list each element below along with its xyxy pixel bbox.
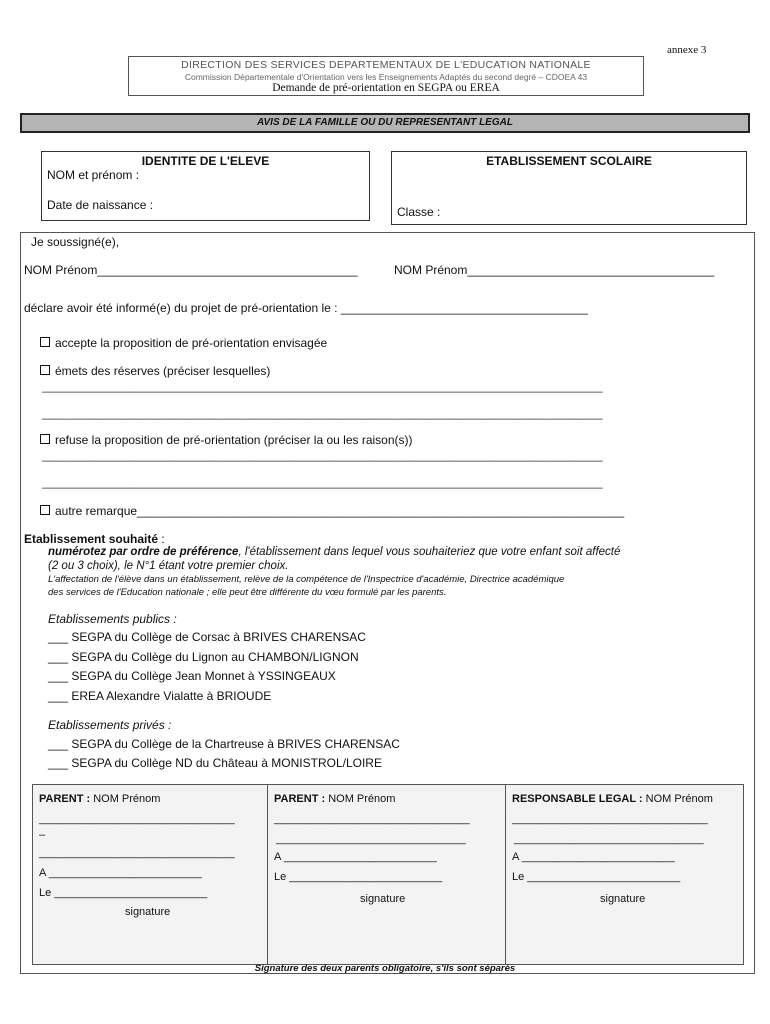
choice-label: SEGPA du Collège de la Chartreuse à BRIVES CHARENSAC (71, 737, 400, 751)
nom-prenom-2-field[interactable]: NOM Prénom_____________________________________ (394, 263, 715, 277)
parent-1-name-line-2[interactable]: ________________________________ (39, 847, 235, 859)
header-commission: Commission Départementale d'Orientation vers les Enseignements Adaptés du second degré – CDOEA 43 (184, 72, 588, 82)
signature-parent-1 (33, 785, 267, 964)
section-band (20, 113, 750, 133)
instruction-rest: , l'établissement dans lequel vous souhaiteriez que votre enfant soit affecté (238, 546, 621, 558)
band-title: AVIS DE LA FAMILLE OU DU REPRESENTANT LEGAL (257, 117, 513, 128)
classe-field[interactable]: Classe : (397, 205, 441, 219)
signature-footnote: Signature des deux parents obligatoire, s'ils sont séparés (254, 963, 516, 974)
identite-title: IDENTITE DE L'ELEVE (141, 154, 270, 168)
etablissement-title: ETABLISSEMENT SCOLAIRE (486, 154, 652, 168)
choice-label: SEGPA du Collège ND du Château à MONISTROL/LOIRE (71, 756, 382, 770)
option-reserves[interactable] (40, 364, 270, 378)
parent-1-signature-label: signature (125, 906, 171, 918)
autre-checkbox[interactable] (40, 505, 50, 515)
annexe-label: annexe 3 (667, 44, 707, 56)
header-direction: DIRECTION DES SERVICES DEPARTEMENTAUX DE L'EDUCATION NATIONALE (181, 59, 591, 71)
parent-2-name-line[interactable]: ________________________________ (274, 813, 470, 825)
option-refuse[interactable] (40, 433, 413, 447)
parent-2-heading: PARENT : NOM Prénom (274, 793, 396, 805)
choice-label: SEGPA du Collège de Corsac à BRIVES CHARENSAC (71, 630, 366, 644)
rank-blank[interactable]: ___ (48, 650, 69, 664)
parent-1-heading: PARENT : NOM Prénom (39, 793, 161, 805)
accepte-label: accepte la proposition de pré-orientation envisagée (55, 336, 328, 350)
souhait-title: Etablissement souhaité (24, 532, 159, 546)
refuse-line-1[interactable]: ____________________________________________________________________________________ (42, 448, 603, 462)
choice-label: SEGPA du Collège Jean Monnet à YSSINGEAUX (71, 669, 336, 683)
choice-prive-2[interactable] (48, 756, 382, 770)
reserves-label: émets des réserves (préciser lesquelles) (55, 364, 271, 378)
responsable-le-field[interactable]: Le _________________________ (512, 871, 681, 883)
option-accepte[interactable] (40, 336, 327, 350)
choice-public-4[interactable] (48, 689, 271, 703)
choice-public-3[interactable] (48, 669, 336, 683)
souhait-note-2: des services de l'Education nationale ; elle peut être différente du vœu formulé par les parents. (48, 587, 447, 598)
rank-blank[interactable]: ___ (48, 669, 69, 683)
parent-1-dash: – (39, 829, 46, 841)
rank-blank[interactable]: ___ (48, 756, 69, 770)
parent-2-le-field[interactable]: Le _________________________ (274, 871, 443, 883)
responsable-a-field[interactable]: A _________________________ (512, 851, 675, 863)
informe-date-field[interactable]: déclare avoir été informé(e) du projet de pré-orientation le : _____________________________________ (24, 301, 588, 315)
souhait-heading (24, 532, 165, 546)
option-autre[interactable] (40, 504, 624, 518)
reserves-checkbox[interactable] (40, 365, 50, 375)
date-naissance-field[interactable]: Date de naissance : (47, 198, 154, 212)
signature-parent-2 (267, 785, 506, 964)
parent-1-a-field[interactable]: A _________________________ (39, 867, 202, 879)
choice-label: SEGPA du Collège du Lignon au CHAMBON/LIGNON (71, 650, 359, 664)
signature-table (32, 784, 744, 965)
rank-blank[interactable]: ___ (48, 689, 69, 703)
refuse-checkbox[interactable] (40, 434, 50, 444)
parent-1-le-field[interactable]: Le _________________________ (39, 887, 208, 899)
souhait-note-1: L'affectation de l'élève dans un établissement, relève de la compétence de l'Inspectrice d'académie, Directrice académique (48, 574, 565, 585)
parent-2-signature-label: signature (360, 893, 406, 905)
souhait-instruction-2: (2 ou 3 choix), le N°1 étant votre premier choix. (48, 560, 289, 572)
rank-blank[interactable]: ___ (48, 630, 69, 644)
nom-prenom-field[interactable]: NOM et prénom : (47, 168, 140, 182)
accepte-checkbox[interactable] (40, 337, 50, 347)
instruction-bold: numérotez par ordre de préférence (48, 546, 239, 558)
prives-label: Etablissements privés : (48, 718, 172, 732)
reserves-line-2[interactable]: ____________________________________________________________________________________ (42, 406, 603, 420)
nom-prenom-1-field[interactable]: NOM Prénom_______________________________________ (24, 263, 358, 277)
souhait-instruction (48, 546, 620, 558)
identite-eleve-box (41, 151, 370, 221)
soussigne-text: Je soussigné(e), (31, 235, 120, 249)
responsable-heading: RESPONSABLE LEGAL : NOM Prénom (512, 793, 713, 805)
parent-2-name-line-2[interactable]: _______________________________ (276, 833, 466, 845)
header-box (128, 56, 644, 96)
responsable-signature-label: signature (600, 893, 646, 905)
refuse-label: refuse la proposition de pré-orientation (préciser la ou les raison(s)) (55, 433, 413, 447)
reserves-line-1[interactable]: ____________________________________________________________________________________ (42, 379, 603, 393)
signature-responsable-legal (505, 785, 744, 964)
choice-prive-1[interactable] (48, 737, 400, 751)
header-demande: Demande de pré-orientation en SEGPA ou EREA (272, 82, 500, 94)
rank-blank[interactable]: ___ (48, 737, 69, 751)
refuse-line-2[interactable]: ____________________________________________________________________________________ (42, 475, 603, 489)
choice-label: EREA Alexandre Vialatte à BRIOUDE (71, 689, 272, 703)
responsable-name-line[interactable]: ________________________________ (512, 813, 708, 825)
publics-label: Etablissements publics : (48, 612, 177, 626)
parent-2-a-field[interactable]: A _________________________ (274, 851, 437, 863)
etablissement-scolaire-box (391, 151, 747, 225)
choice-public-1[interactable] (48, 630, 366, 644)
souhait-colon: : (158, 532, 165, 546)
parent-1-name-line[interactable]: ________________________________ (39, 813, 235, 825)
responsable-name-line-2[interactable]: _______________________________ (514, 833, 704, 845)
autre-label: autre remarque_________________________________________________________________________ (55, 504, 625, 518)
choice-public-2[interactable] (48, 650, 359, 664)
